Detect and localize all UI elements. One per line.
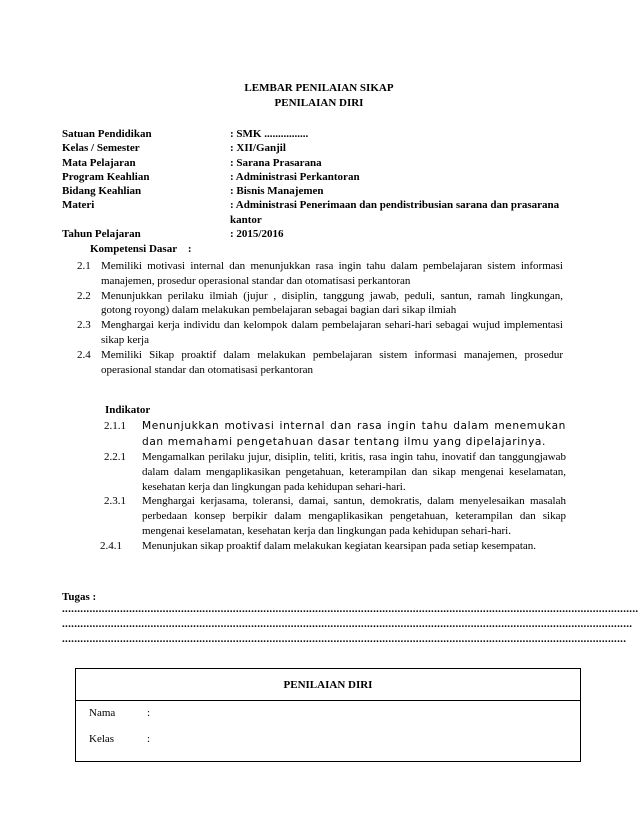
info-row (62, 198, 582, 227)
info-row (62, 141, 582, 155)
info-label: Bidang Keahlian (62, 185, 142, 198)
info-label: Tahun Pelajaran (62, 228, 141, 241)
kompetensi-list (77, 259, 563, 377)
item-number: 2.2 (77, 289, 91, 302)
item-number: 2.3.1 (104, 495, 126, 508)
list-item (77, 348, 563, 378)
item-text: Menghargai kerjasama, toleransi, damai, santun, demokratis, dalam menyelesaikan masalah perbedaan konsep berpikir dalam mengaplikasikan pengetahuan, keterampilan dan sikap mengenai keselamatan, kesehatan kerja dan lingkungan pada kehidupan sehari-hari. (142, 495, 566, 537)
item-number: 2.4.1 (100, 539, 122, 552)
item-number: 2.1.1 (104, 420, 126, 432)
info-label: Satuan Pendidikan (62, 128, 152, 140)
field-colon: : (147, 733, 151, 745)
info-row (62, 156, 582, 170)
info-row (62, 170, 582, 184)
class-field[interactable] (89, 733, 150, 745)
item-text: Menunjukkan perilaku ilmiah (jujur , disiplin, tanggung jawab, peduli, santun, ramah lingkungan, gotong royong) dalam melakukan pembelajaran sebagai bagian dari sikap ilmiah (101, 289, 563, 317)
tugas-label: Tugas : (62, 591, 97, 603)
penilaian-diri-form (75, 668, 581, 762)
info-label: Materi (62, 199, 95, 212)
item-text: Memiliki Sikap proaktif dalam melakukan pembelajaran sistem informasi manajemen, prosedur operasional standar dan otomatisasi perkantoran (101, 348, 563, 376)
document-subtitle: PENILAIAN DIRI (274, 97, 364, 109)
document-title: LEMBAR PENILAIAN SIKAP (244, 82, 394, 94)
kompetensi-heading: Kompetensi Dasar : (90, 243, 192, 255)
info-row (62, 184, 582, 198)
list-item (77, 289, 563, 319)
answer-line: ......................................................................................................................................................................................... (62, 633, 627, 645)
info-label: Kelas / Semester (62, 142, 140, 155)
info-value: : Sarana Prasarana (230, 156, 322, 169)
item-text: Menghargai kerja individu dan kelompok dalam pembelajaran sehari-hari sebagai wujud implementasi sikap kerja (101, 319, 563, 346)
info-row (62, 127, 582, 141)
item-text: Menunjukan sikap proaktif dalam melakukan kegiatan kearsipan pada setiap kesempatan. (142, 539, 537, 552)
answer-line: ............................................................................................................................................................................................. (62, 603, 638, 615)
item-text: Memiliki motivasi internal dan menunjukkan rasa ingin tahu dalam pembelajaran sistem informasi manajemen, prosedur operasional standar dan otomatisasi perkantoran (101, 260, 563, 287)
info-value: : Administrasi Perkantoran (230, 170, 360, 183)
indikator-list (100, 419, 566, 554)
list-item (104, 450, 566, 494)
info-row (62, 227, 582, 241)
info-value: : XII/Ganjil (230, 142, 286, 155)
item-number: 2.2.1 (104, 451, 126, 463)
item-text: Menunjukkan motivasi internal dan rasa ingin tahu dalam menemukan dan memahami pengetahuan dasar tentang ilmu yang dipelajarinya. (142, 420, 566, 448)
field-label: Kelas (89, 733, 115, 745)
info-value: : SMK ................ (230, 128, 309, 140)
form-title: PENILAIAN DIRI (76, 669, 580, 701)
info-value: : Bisnis Manajemen (230, 185, 324, 198)
list-item (77, 318, 563, 348)
list-item (100, 539, 566, 554)
indikator-heading: Indikator (105, 404, 151, 416)
info-value: : Administrasi Penerimaan dan pendistribusian sarana dan prasarana kantor (230, 199, 560, 226)
identity-table (62, 127, 582, 241)
info-label: Program Keahlian (62, 170, 150, 183)
info-value: : 2015/2016 (230, 228, 284, 241)
field-label: Nama (89, 707, 116, 719)
item-number: 2.4 (77, 348, 91, 361)
info-label: Mata Pelajaran (62, 156, 136, 169)
field-colon: : (147, 707, 151, 719)
list-item (77, 259, 563, 289)
list-item (104, 419, 566, 450)
name-field[interactable] (89, 707, 150, 719)
answer-line: ........................................................................................................................................................................................... (62, 618, 633, 630)
item-text: Mengamalkan perilaku jujur, disiplin, teliti, kritis, rasa ingin tahu, inovatif dan tanggungjawab dalam dalam mengaplikasikan pengetahuan, keterampilan dan sikap mengenai keselamatan, kesehatan kerja dan lingkungan pada kehidupan sehari-hari. (142, 451, 566, 493)
item-number: 2.1 (77, 260, 91, 272)
list-item (104, 494, 566, 538)
item-number: 2.3 (77, 319, 91, 332)
